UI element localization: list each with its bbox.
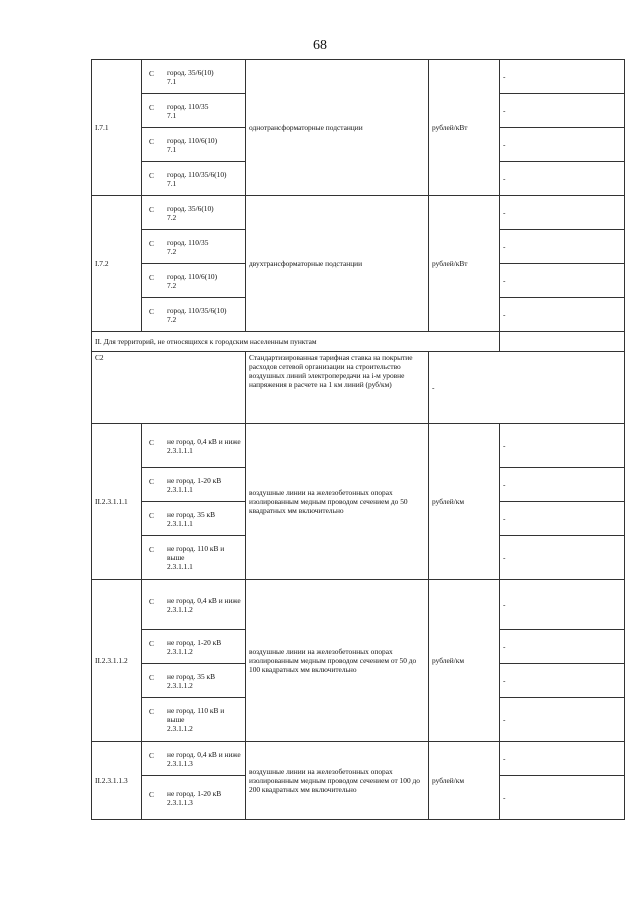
rate-label: город. 110/6(10) 7.1 [167,135,218,154]
rate-letter: С [149,136,154,146]
rate-label: не город. 0,4 кВ и ниже 2.3.1.1.1 [167,436,241,455]
row-description: двухтрансформаторные подстанции [246,196,429,332]
row-code: I.7.2 [92,196,142,332]
rate-cell [142,468,246,502]
row-value: - [500,298,625,332]
row-value: - [500,698,625,742]
rate-label: город. 110/35/6(10) 7.2 [167,305,227,324]
rate-label: город. 110/6(10) 7.2 [167,271,218,290]
c2-code: С2 [92,352,246,424]
rate-cell [142,580,246,630]
row-value: - [500,536,625,580]
page-number: 68 [313,38,327,53]
row-value: - [500,742,625,776]
rate-cell [142,298,246,332]
rate-cell [142,94,246,128]
rate-label: не город. 0,4 кВ и ниже 2.3.1.1.2 [167,595,241,614]
section-heading-row [92,332,625,352]
rate-label: город. 110/35/6(10) 7.1 [167,169,227,188]
rate-letter: С [149,102,154,112]
rate-label: город. 35/6(10) 7.2 [167,203,214,222]
rate-letter: С [149,510,154,520]
row-value: - [500,424,625,468]
rate-cell [142,424,246,468]
rate-letter: С [149,545,154,554]
rate-cell [142,776,246,820]
row-description: воздушные линии на железобетонных опорах изолированным медным проводом сечением до 50 квадратных мм включительно [246,424,429,580]
rate-label: не город. 1-20 кВ 2.3.1.1.3 [167,788,222,807]
rate-letter: С [149,204,154,214]
rate-cell [142,502,246,536]
row-value: - [500,230,625,264]
table-row [92,580,625,630]
row-code: II.2.3.1.1.2 [92,580,142,742]
rate-letter: С [149,638,154,648]
rate-letter: С [149,272,154,282]
row-unit: рублей/кВт [429,60,500,196]
rate-cell [142,196,246,230]
rate-letter: С [149,596,154,606]
row-code: II.2.3.1.1.1 [92,424,142,580]
row-description: воздушные линии на железобетонных опорах изолированным медным проводом сечением от 50 до 100 квадратных мм включительно [246,580,429,742]
row-value: - [500,776,625,820]
rate-cell [142,162,246,196]
rate-cell [142,742,246,776]
rate-letter: С [149,437,154,447]
rate-label: не город. 35 кВ 2.3.1.1.2 [167,671,216,690]
rate-label: не город. 0,4 кВ и ниже 2.3.1.1.3 [167,749,241,768]
row-value: - [500,468,625,502]
rate-cell [142,60,246,94]
row-code: I.7.1 [92,60,142,196]
rate-cell [142,664,246,698]
empty-cell [500,332,625,352]
rate-letter: С [149,170,154,180]
row-description: однотрансформаторные подстанции [246,60,429,196]
row-unit: рублей/кВт [429,196,500,332]
rate-label: город. 35/6(10) 7.1 [167,67,214,86]
section-heading: II. Для территорий, не относящихся к городским населенным пунктам [92,332,500,352]
rate-letter: С [149,476,154,486]
row-unit: рублей/км [429,580,500,742]
rate-label: не город. 110 кВ и выше 2.3.1.1.1 [167,544,225,571]
rate-label: не город. 1-20 кВ 2.3.1.1.2 [167,637,222,656]
row-value: - [500,128,625,162]
table-row [92,60,625,94]
row-value: - [500,502,625,536]
rate-label: город. 110/35 7.1 [167,101,209,120]
row-value: - [500,264,625,298]
c2-unit: - [429,352,625,424]
row-value: - [500,630,625,664]
row-unit: рублей/км [429,424,500,580]
rate-cell [142,264,246,298]
rate-cell [142,698,246,742]
table-row [92,742,625,776]
rate-cell [142,128,246,162]
rate-letter: С [149,750,154,760]
rate-cell [142,230,246,264]
rate-letter: С [149,68,154,78]
table-row [92,424,625,468]
row-code: II.2.3.1.1.3 [92,742,142,820]
row-value: - [500,196,625,230]
row-value: - [500,664,625,698]
rate-letter: С [149,238,154,248]
table-row [92,196,625,230]
rate-cell [142,630,246,664]
rate-label: не город. 35 кВ 2.3.1.1.1 [167,509,216,528]
c2-row [92,352,625,424]
rate-letter: С [149,789,154,799]
rate-cell [142,536,246,580]
rate-label: не город. 110 кВ и выше 2.3.1.1.2 [167,706,225,733]
rate-label: не город. 1-20 кВ 2.3.1.1.1 [167,475,222,494]
rate-letter: С [149,306,154,316]
row-value: - [500,94,625,128]
rate-letter: С [149,672,154,682]
row-value: - [500,162,625,196]
row-value: - [500,580,625,630]
c2-description: Стандартизированная тарифная ставка на покрытие расходов сетевой организации на строительство воздушных линий электропередачи на i-м уровне напряжения в расчете на 1 км линий (руб/км) [246,352,429,424]
rate-label: город. 110/35 7.2 [167,237,209,256]
row-value: - [500,60,625,94]
row-unit: рублей/км [429,742,500,820]
row-description: воздушные линии на железобетонных опорах изолированным медным проводом сечением от 100 до 200 квадратных мм включительно [246,742,429,820]
tariff-table [91,59,625,820]
rate-letter: С [149,707,154,716]
